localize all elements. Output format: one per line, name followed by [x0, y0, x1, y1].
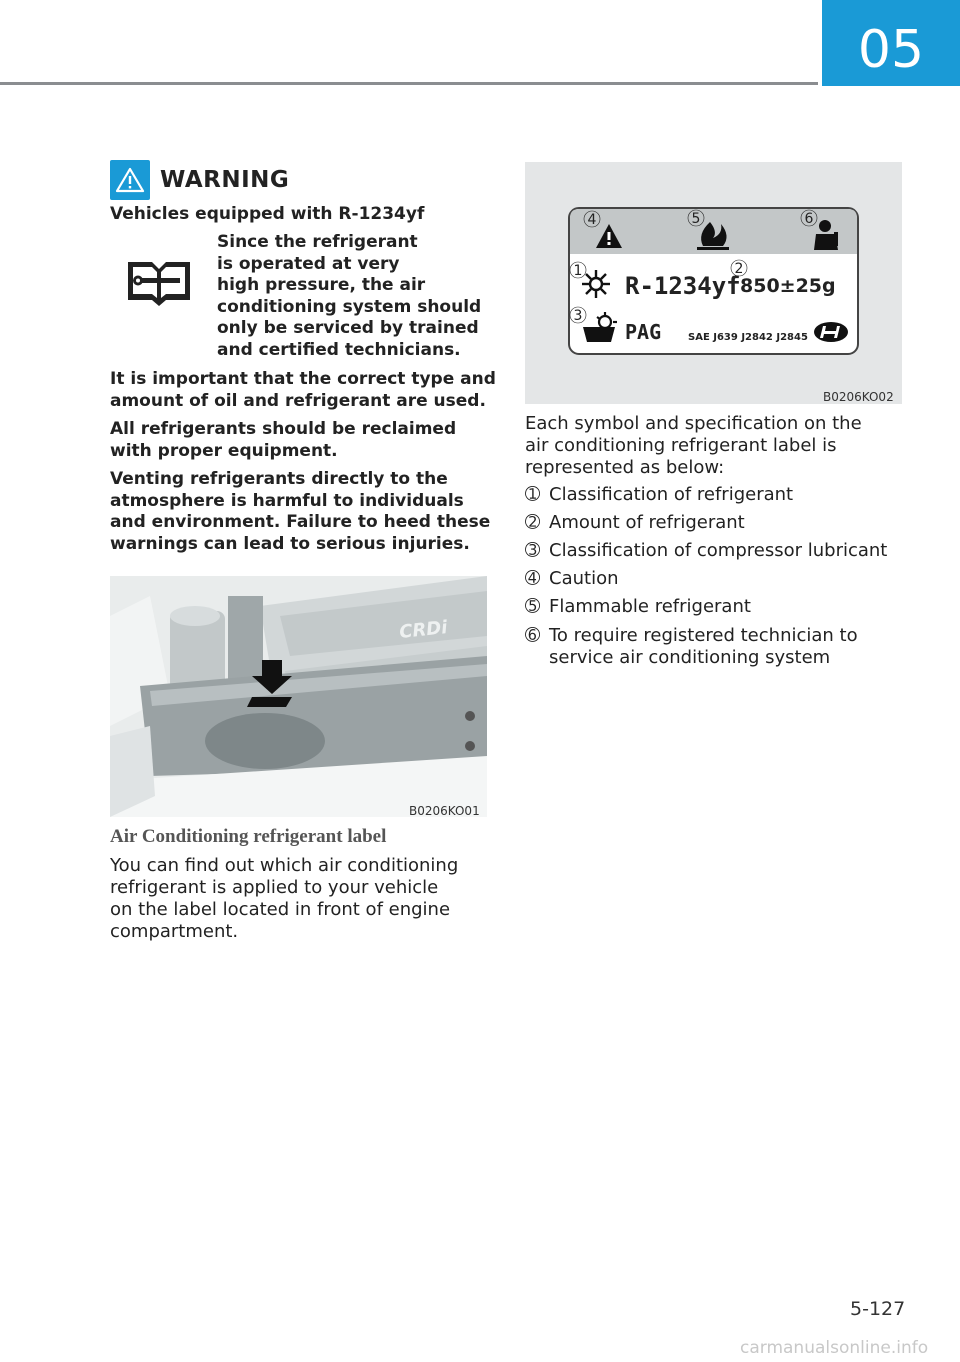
- label-marker-5: 5: [691, 211, 701, 227]
- warning-para-line: warnings can lead to serious injuries.: [110, 533, 470, 554]
- warning-para-reclaim: [110, 419, 456, 462]
- page-number: 5-127: [850, 1298, 906, 1320]
- legend-intro: [525, 413, 862, 479]
- legend-item: [525, 512, 745, 534]
- engine-cover-text: CRDi: [398, 617, 449, 643]
- legend-text: service air conditioning system: [549, 647, 831, 668]
- label-standards-text: SAE J639 J2842 J2845: [688, 332, 808, 343]
- label-amount-text: 850±25g: [740, 275, 836, 297]
- legend-item: [525, 596, 751, 618]
- engine-bay-figure: [110, 576, 487, 817]
- service-note-line: only be serviced by trained: [217, 318, 479, 338]
- warning-triangle-icon: [110, 160, 150, 200]
- legend-text: Amount of refrigerant: [549, 512, 745, 533]
- label-marker-6: 6: [804, 211, 814, 227]
- legend-intro-line: air conditioning refrigerant label is: [525, 435, 837, 456]
- service-note-line: conditioning system should: [217, 296, 482, 317]
- legend-number: ➃: [525, 568, 541, 589]
- label-refrigerant-text: R-1234yf: [625, 272, 741, 300]
- service-note: [217, 232, 481, 361]
- legend-number: ➀: [525, 484, 541, 505]
- legend-number: ➂: [525, 540, 541, 561]
- warning-para-line: with proper equipment.: [110, 440, 338, 461]
- service-note-line: high pressure, the air: [217, 275, 426, 295]
- legend-item: [525, 625, 858, 669]
- label-marker-3: 3: [573, 308, 583, 324]
- legend-text: Flammable refrigerant: [549, 596, 751, 617]
- warning-heading: [110, 160, 289, 200]
- legend-text: Classification of compressor lubricant: [549, 540, 888, 561]
- label-marker-1: 1: [573, 263, 583, 279]
- header-rule: [0, 82, 818, 85]
- warning-para-line: amount of oil and refrigerant are used.: [110, 390, 486, 411]
- legend-number: ➄: [525, 596, 541, 617]
- warning-para-venting: [110, 469, 490, 555]
- figure2-caption: B0206KO02: [823, 390, 894, 404]
- service-note-line: Since the refrigerant: [217, 232, 418, 252]
- warning-para-oil: [110, 369, 496, 412]
- warning-para-line: It is important that the correct type and: [110, 369, 496, 389]
- warning-para-line: atmosphere is harmful to individuals: [110, 490, 464, 511]
- legend-item: [525, 540, 887, 562]
- section-body-line: compartment.: [110, 921, 239, 942]
- legend-text: Caution: [549, 568, 619, 589]
- warning-para-line: Venting refrigerants directly to the: [110, 469, 448, 489]
- section-title: Air Conditioning refrigerant label: [110, 826, 387, 847]
- hyundai-logo: [814, 322, 848, 342]
- label-marker-2: 2: [734, 261, 744, 277]
- figure1-caption: B0206KO01: [409, 804, 480, 818]
- label-lubricant-text: PAG: [625, 320, 662, 344]
- wrench-book-icon: [122, 256, 196, 313]
- legend-item: [525, 568, 619, 590]
- section-body-line: on the label located in front of engine: [110, 899, 451, 920]
- label-marker-4: 4: [587, 212, 597, 228]
- service-note-line: is operated at very: [217, 253, 400, 274]
- section-body: [110, 855, 458, 943]
- section-body-line: You can find out which air conditioning: [110, 855, 459, 876]
- warning-title: WARNING: [160, 167, 290, 193]
- legend-intro-line: Each symbol and specification on the: [525, 413, 862, 434]
- warning-para-line: and environment. Failure to heed these: [110, 512, 491, 532]
- legend-intro-line: represented as below:: [525, 457, 725, 478]
- warning-para-line: All refrigerants should be reclaimed: [110, 419, 457, 439]
- legend-text: Classification of refrigerant: [549, 484, 794, 505]
- service-note-line: and certified technicians.: [217, 339, 461, 360]
- section-body-line: refrigerant is applied to your vehicle: [110, 877, 439, 898]
- chapter-tab: 05: [822, 0, 960, 86]
- legend-number: ➁: [525, 512, 541, 533]
- legend-text: To require registered technician to: [549, 625, 858, 646]
- warning-subtitle: Vehicles equipped with R-1234yf: [110, 204, 425, 224]
- watermark: carmanualsonline.info: [740, 1338, 929, 1358]
- legend-item: [525, 484, 793, 506]
- legend-number: ➅: [525, 625, 541, 646]
- refrigerant-label-figure: [525, 162, 902, 404]
